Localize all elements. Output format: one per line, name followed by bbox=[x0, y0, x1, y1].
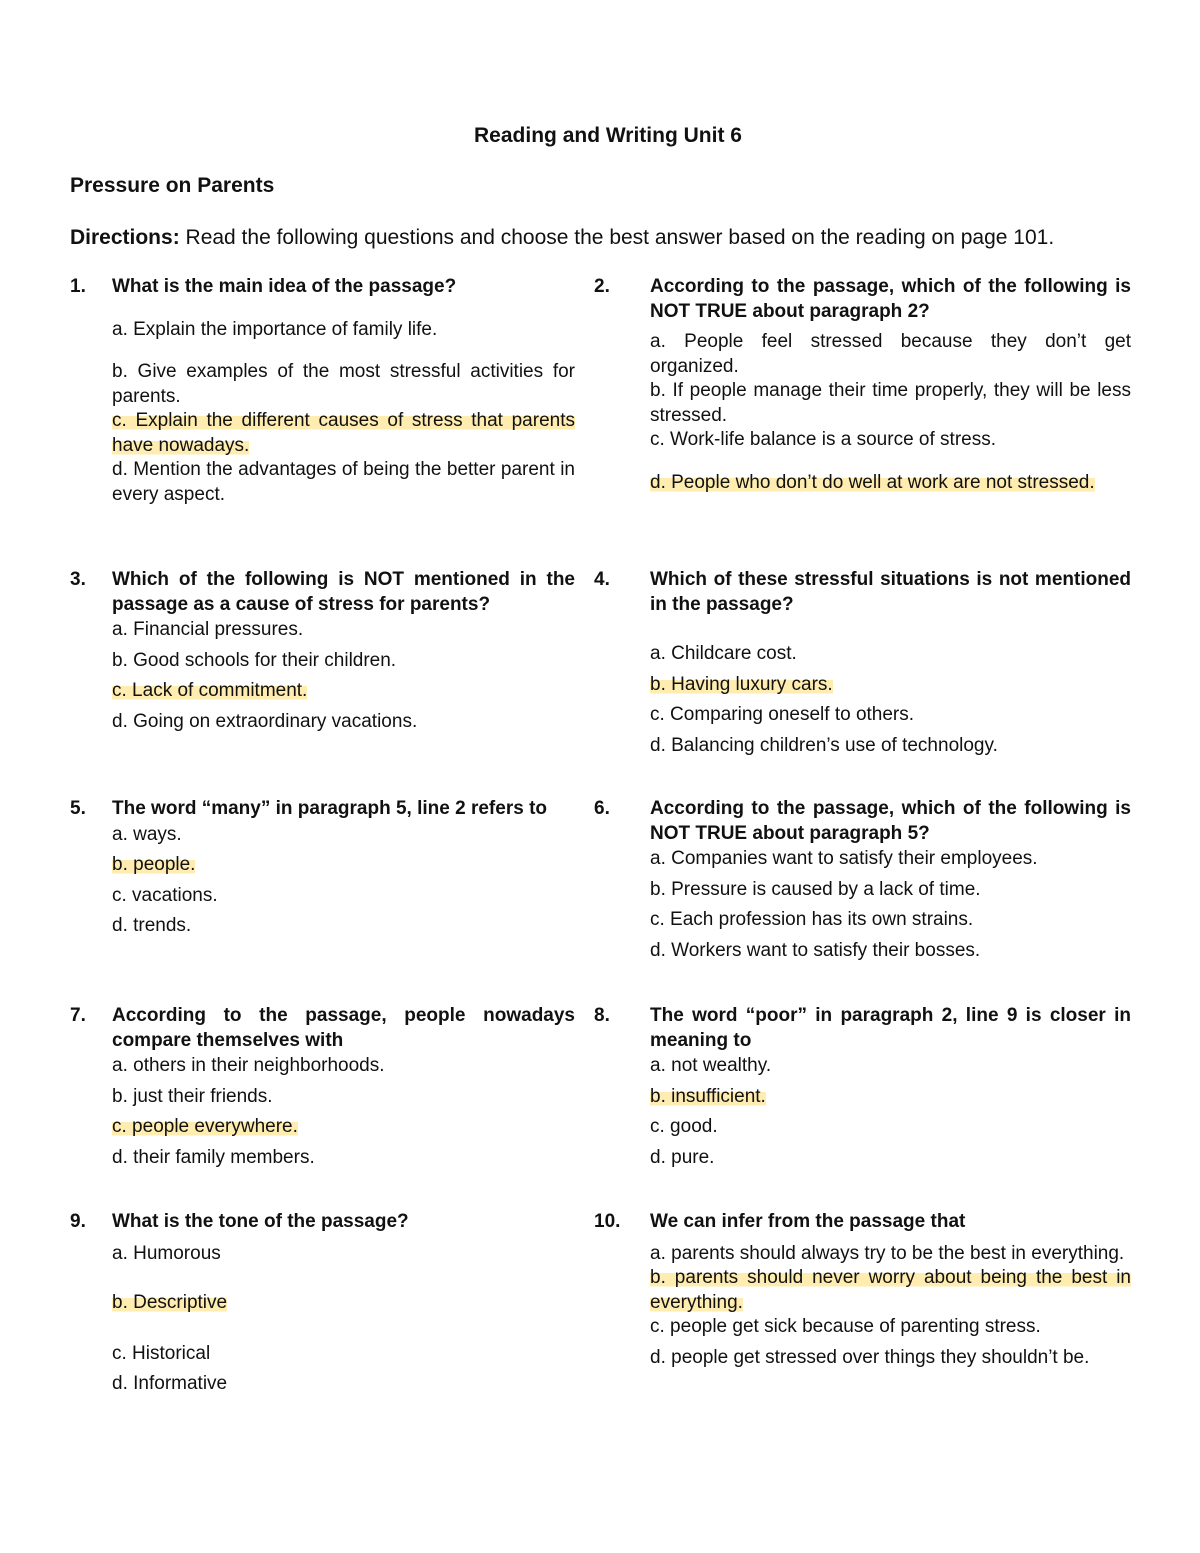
question-number: 7. bbox=[70, 1005, 86, 1026]
option-d[interactable]: d. Going on extraordinary vacations. bbox=[112, 710, 418, 732]
directions-text: Read the following questions and choose the best answer based on the reading on page 101. bbox=[179, 226, 1055, 249]
question-2 bbox=[594, 275, 1131, 495]
option-b[interactable]: b. just their friends. bbox=[112, 1085, 273, 1107]
option-c[interactable]: c. people get sick because of parenting stress. bbox=[650, 1316, 1041, 1337]
option-c[interactable]: c. good. bbox=[650, 1116, 718, 1137]
option-d[interactable]: d. people get stressed over things they shouldn’t be. bbox=[650, 1346, 1090, 1368]
option-a[interactable]: a. Financial pressures. bbox=[112, 619, 304, 640]
option-d[interactable]: d. Workers want to satisfy their bosses. bbox=[650, 939, 981, 961]
answer-highlight: c. people everywhere. bbox=[112, 1116, 298, 1137]
option-b[interactable] bbox=[650, 1085, 1131, 1110]
option-c[interactable]: c. Historical bbox=[112, 1342, 211, 1364]
option-b[interactable] bbox=[112, 853, 575, 878]
option-a[interactable]: a. parents should always try to be the best in everything. bbox=[650, 1242, 1125, 1264]
option-c[interactable] bbox=[112, 409, 575, 458]
option-b[interactable] bbox=[650, 1266, 1131, 1315]
question-stem: The word “many” in paragraph 5, line 2 refers to bbox=[112, 798, 547, 819]
question-number: 1. bbox=[70, 276, 86, 297]
option-a[interactable]: a. Companies want to satisfy their employees. bbox=[650, 848, 1038, 869]
question-number: 4. bbox=[594, 569, 610, 590]
question-stem: What is the main idea of the passage? bbox=[112, 276, 457, 297]
answer-highlight: b. parents should never worry about being the best in everything. bbox=[650, 1267, 1131, 1313]
option-b[interactable] bbox=[112, 1291, 575, 1316]
question-4 bbox=[594, 568, 1131, 758]
question-stem: Which of these stressful situations is not mentioned in the passage? bbox=[650, 569, 1131, 615]
question-1 bbox=[70, 275, 575, 507]
question-stem: Which of the following is NOT mentioned in the passage as a cause of stress for parents? bbox=[112, 569, 575, 615]
answer-highlight: d. People who don’t do well at work are not stressed. bbox=[650, 471, 1095, 493]
option-d[interactable]: d. Balancing children’s use of technology. bbox=[650, 734, 998, 756]
question-5 bbox=[70, 797, 575, 939]
question-number: 3. bbox=[70, 569, 86, 590]
option-a[interactable]: a. others in their neighborhoods. bbox=[112, 1055, 385, 1076]
option-c[interactable] bbox=[112, 1115, 575, 1140]
option-a[interactable]: a. People feel stressed because they don’t get organized. bbox=[650, 331, 1131, 377]
question-number: 2. bbox=[594, 276, 610, 297]
answer-highlight: b. people. bbox=[112, 854, 196, 875]
question-stem: According to the passage, people nowadays compare themselves with bbox=[112, 1005, 575, 1051]
option-b[interactable]: b. Pressure is caused by a lack of time. bbox=[650, 878, 981, 900]
answer-highlight: b. Having luxury cars. bbox=[650, 673, 833, 695]
answer-highlight: b. Descriptive bbox=[112, 1292, 228, 1313]
answer-highlight: c. Explain the different causes of stress that parents have nowadays. bbox=[112, 410, 575, 456]
question-6 bbox=[594, 797, 1131, 963]
question-number: 6. bbox=[594, 798, 610, 819]
option-c[interactable]: c. vacations. bbox=[112, 884, 218, 906]
option-d[interactable]: d. pure. bbox=[650, 1146, 715, 1168]
directions-label: Directions: bbox=[70, 226, 180, 249]
option-d[interactable]: d. trends. bbox=[112, 915, 192, 936]
option-d[interactable] bbox=[650, 471, 1131, 496]
question-stem: What is the tone of the passage? bbox=[112, 1211, 409, 1232]
option-d[interactable]: d. their family members. bbox=[112, 1146, 315, 1168]
question-3 bbox=[70, 568, 575, 734]
option-a[interactable]: a. not wealthy. bbox=[650, 1055, 772, 1076]
question-number: 8. bbox=[594, 1005, 610, 1026]
option-b[interactable]: b. Good schools for their children. bbox=[112, 649, 397, 671]
option-b[interactable]: b. If people manage their time properly, they will be less stressed. bbox=[650, 380, 1131, 426]
directions bbox=[70, 226, 1054, 250]
option-c[interactable]: c. Work-life balance is a source of stress. bbox=[650, 429, 996, 450]
answer-highlight: b. insufficient. bbox=[650, 1085, 766, 1107]
question-stem: According to the passage, which of the following is NOT TRUE about paragraph 2? bbox=[650, 276, 1131, 322]
option-c[interactable]: c. Each profession has its own strains. bbox=[650, 909, 974, 930]
option-a[interactable]: a. ways. bbox=[112, 823, 182, 845]
option-d[interactable]: d. Informative bbox=[112, 1373, 228, 1394]
question-10 bbox=[594, 1210, 1131, 1370]
question-number: 5. bbox=[70, 798, 86, 819]
question-number: 9. bbox=[70, 1211, 86, 1232]
question-stem: According to the passage, which of the following is NOT TRUE about paragraph 5? bbox=[650, 798, 1131, 844]
question-number: 10. bbox=[594, 1211, 621, 1232]
question-7 bbox=[70, 1004, 575, 1170]
option-c[interactable]: c. Comparing oneself to others. bbox=[650, 704, 915, 725]
option-c[interactable] bbox=[112, 679, 575, 704]
option-a[interactable]: a. Explain the importance of family life. bbox=[112, 318, 438, 340]
question-stem: The word “poor” in paragraph 2, line 9 is closer in meaning to bbox=[650, 1005, 1131, 1051]
question-8 bbox=[594, 1004, 1131, 1170]
option-b[interactable]: b. Give examples of the most stressful activities for parents. bbox=[112, 361, 575, 407]
option-a[interactable]: a. Childcare cost. bbox=[650, 643, 797, 664]
question-9 bbox=[70, 1210, 575, 1397]
answer-highlight: c. Lack of commitment. bbox=[112, 680, 308, 701]
section-title: Pressure on Parents bbox=[70, 174, 275, 197]
page-title: Reading and Writing Unit 6 bbox=[474, 124, 742, 147]
option-d[interactable]: d. Mention the advantages of being the better parent in every aspect. bbox=[112, 459, 575, 505]
option-b[interactable] bbox=[650, 673, 1131, 698]
option-a[interactable]: a. Humorous bbox=[112, 1242, 221, 1264]
question-stem: We can infer from the passage that bbox=[650, 1211, 966, 1232]
